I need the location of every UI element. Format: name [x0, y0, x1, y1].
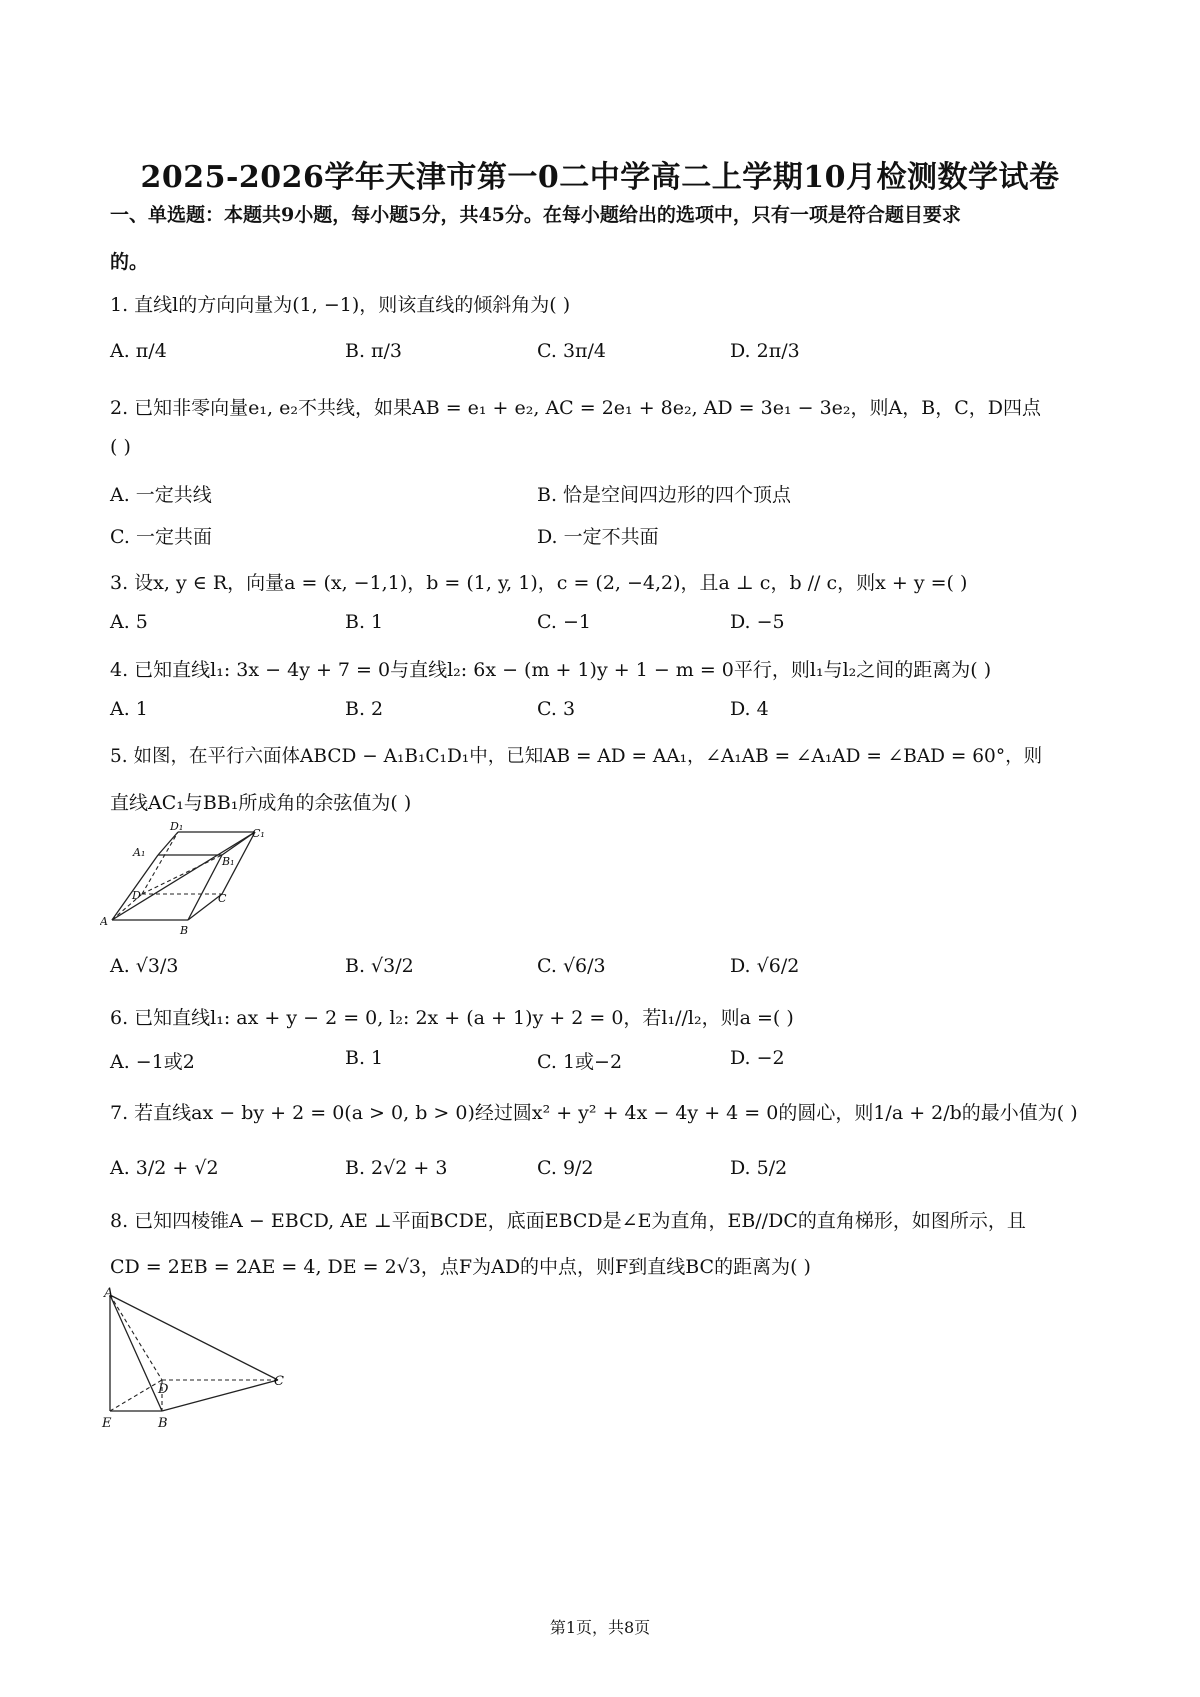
- label-c1: C₁: [252, 827, 265, 840]
- q7-option-b: B. 2√2 + 3: [345, 1157, 448, 1179]
- q5-option-d: D. √6/2: [730, 955, 800, 977]
- label-b: B: [180, 924, 189, 937]
- q1-option-c: C. 3π/4: [537, 340, 607, 362]
- question-5-stem-cont: 直线AC₁与BB₁所成角的余弦值为( ): [110, 792, 412, 814]
- label-apex-a: A: [104, 1286, 114, 1301]
- question-5-stem: 5. 如图，在平行六面体ABCD − A₁B₁C₁D₁中，已知AB = AD = AA₁，∠A₁AB = ∠A₁AD = ∠BAD = 60°，则: [110, 746, 1043, 767]
- q4-option-a: A. 1: [110, 698, 148, 720]
- question-7-stem: 7. 若直线ax − by + 2 = 0(a > 0, b > 0)经过圆x² + y² + 4x − 4y + 4 = 0的圆心，则1/a + 2/b的最小值为( ): [110, 1102, 1078, 1124]
- label-c: C: [218, 892, 227, 905]
- page-title: 2025-2026学年天津市第一0二中学高二上学期10月检测数学试卷: [140, 160, 1060, 195]
- q4-option-c: C. 3: [537, 698, 576, 720]
- q1-option-a: A. π/4: [110, 340, 167, 362]
- label-d1: D₁: [170, 822, 184, 833]
- q5-option-b: B. √3/2: [345, 955, 414, 977]
- q3-option-a: A. 5: [110, 611, 148, 633]
- q1-option-d: D. 2π/3: [730, 340, 800, 362]
- label-point-c: C: [274, 1374, 284, 1389]
- q5-option-a: A. √3/3: [110, 955, 179, 977]
- label-d: D: [132, 889, 141, 902]
- question-3-stem: 3. 设x, y ∈ R，向量a = (x, −1,1)，b = (1, y, 1)，c = (2, −4,2)，且a ⊥ c，b // c，则x + y =( ): [110, 572, 968, 594]
- pyramid-figure: [100, 1285, 320, 1435]
- q2-option-c: C. 一定共面: [110, 526, 212, 548]
- question-8-stem-cont: CD = 2EB = 2AE = 4, DE = 2√3，点F为AD的中点，则F到直线BC的距离为( ): [110, 1256, 811, 1278]
- q6-option-a: A. −1或2: [110, 1051, 195, 1073]
- q7-option-a: A. 3/2 + √2: [110, 1157, 219, 1179]
- question-8-stem: 8. 已知四棱锥A − EBCD, AE ⊥平面BCDE，底面EBCD是∠E为直角，EB//DC的直角梯形，如图所示，且: [110, 1210, 1026, 1232]
- q4-option-b: B. 2: [345, 698, 384, 720]
- label-a1: A₁: [133, 846, 146, 859]
- q7-option-d: D. 5/2: [730, 1157, 788, 1179]
- page-footer: 第1页，共8页: [549, 1618, 651, 1637]
- q2-option-a: A. 一定共线: [110, 484, 212, 506]
- question-1-stem: 1. 直线l的方向向量为(1, −1)，则该直线的倾斜角为( ): [110, 294, 571, 316]
- label-point-e: E: [102, 1416, 112, 1431]
- label-point-b: B: [158, 1416, 168, 1431]
- q4-option-d: D. 4: [730, 698, 769, 720]
- question-4-stem: 4. 已知直线l₁: 3x − 4y + 7 = 0与直线l₂: 6x − (m + 1)y + 1 − m = 0平行，则l₁与l₂之间的距离为( ): [110, 659, 992, 681]
- q3-option-d: D. −5: [730, 611, 785, 633]
- label-a: A: [100, 915, 108, 928]
- q6-option-d: D. −2: [730, 1047, 785, 1069]
- q6-option-b: B. 1: [345, 1047, 384, 1069]
- section-heading-cont: 的。: [110, 251, 149, 273]
- q2-option-d: D. 一定不共面: [537, 526, 659, 548]
- parallelepiped-figure: [100, 822, 300, 952]
- label-point-d: D: [158, 1382, 169, 1397]
- q7-option-c: C. 9/2: [537, 1157, 594, 1179]
- q3-option-b: B. 1: [345, 611, 384, 633]
- question-2-stem: 2. 已知非零向量e₁, e₂不共线，如果AB = e₁ + e₂, AC = 2e₁ + 8e₂, AD = 3e₁ − 3e₂，则A，B，C，D四点: [110, 397, 1041, 419]
- q5-option-c: C. √6/3: [537, 955, 606, 977]
- question-2-stem-cont: ( ): [110, 436, 131, 458]
- label-b1: B₁: [222, 855, 235, 868]
- question-6-stem: 6. 已知直线l₁: ax + y − 2 = 0, l₂: 2x + (a + 1)y + 2 = 0，若l₁//l₂，则a =( ): [110, 1007, 794, 1029]
- section-heading: 一、单选题：本题共9小题，每小题5分，共45分。在每小题给出的选项中，只有一项是符合题目要求: [110, 204, 961, 226]
- q3-option-c: C. −1: [537, 611, 591, 633]
- q2-option-b: B. 恰是空间四边形的四个顶点: [537, 484, 792, 506]
- q6-option-c: C. 1或−2: [537, 1051, 623, 1073]
- q1-option-b: B. π/3: [345, 340, 403, 362]
